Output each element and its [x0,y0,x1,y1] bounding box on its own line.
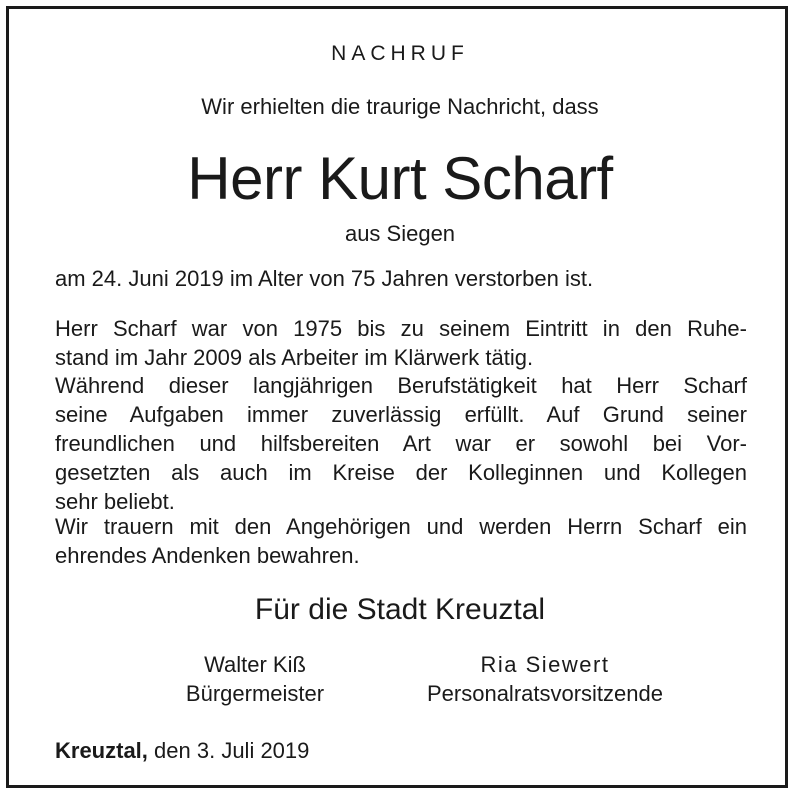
deceased-origin: aus Siegen [344,221,456,246]
paragraph-line: Wir trauern mit den Angehörigen und werden Herrn Scharf ein [55,514,747,539]
paragraph-line: seine Aufgaben immer zuverlässig erfüllt. Auf Grund seiner [55,402,747,427]
paragraph-line: sehr beliebt. [55,489,175,514]
paragraph-line: ehrendes Andenken bewahren. [55,543,360,568]
death-date-line: am 24. Juni 2019 im Alter von 75 Jahren verstorben ist. [55,266,594,291]
paragraph-line: stand im Jahr 2009 als Arbeiter im Klärwerk tätig. [55,345,534,370]
obituary-heading: NACHRUF [331,42,469,65]
paragraph-line: freundlichen und hilfsbereiten Art war er sowohl bei Vor- [55,431,747,456]
intro-text: Wir erhielten die traurige Nachricht, dass [201,94,599,119]
paragraph-line: gesetzten als auch im Kreise der Kolleginnen und Kollegen [55,460,747,485]
place-date-line [55,738,309,764]
footer-date: den 3. Juli 2019 [154,738,310,763]
signatory-role: Personalratsvorsitzende [426,681,663,706]
signatory-role: Bürgermeister [185,681,325,706]
footer-place: Kreuztal, [55,738,148,763]
signatory-name: Ria Siewert [480,652,610,677]
signatory-staff-council [395,650,695,708]
organization-name: Für die Stadt Kreuztal [254,593,546,626]
paragraph-line: Während dieser langjährigen Berufstätigkeit hat Herr Scharf [55,373,747,398]
paragraph-mourning [55,512,747,570]
paragraph-line: Herr Scharf war von 1975 bis zu seinem Eintritt in den Ruhe- [55,316,747,341]
paragraph-tribute [55,371,747,516]
paragraph-career [55,314,747,372]
deceased-name: Herr Kurt Scharf [187,145,613,212]
signatory-name: Walter Kiß [204,652,306,677]
signatory-mayor [150,650,360,708]
